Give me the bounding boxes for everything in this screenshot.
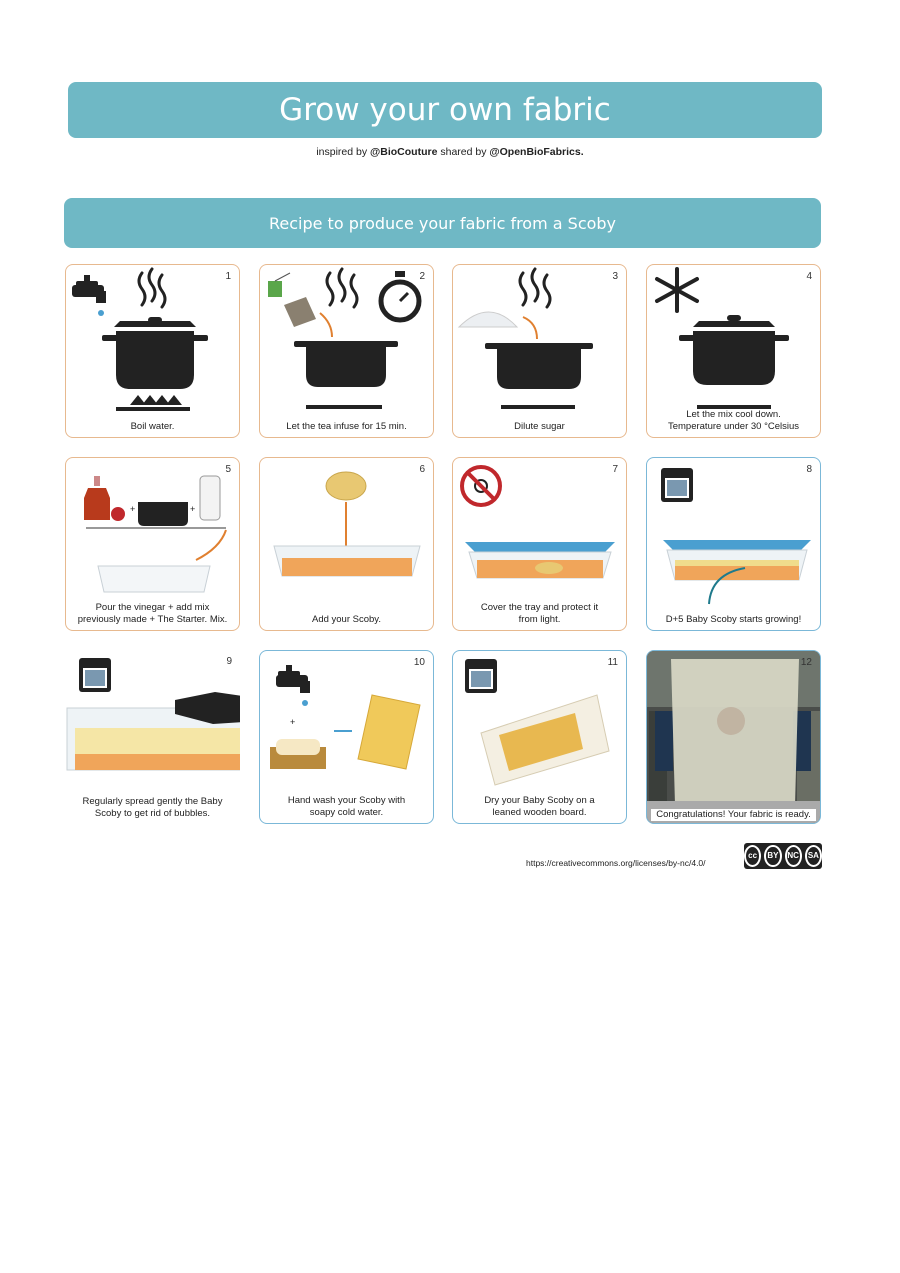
apple-icon [111,507,125,521]
step-caption [70,602,235,626]
step-number: 11 [607,657,618,668]
pot-icon [102,317,208,389]
teabag-icon [268,273,316,327]
caption-line-1: Dry your Baby Scoby on a [484,795,595,806]
caption-line-1: Regularly spread gently the Baby [82,796,223,807]
fabric-photo [647,651,821,824]
step-3-illustration [453,265,627,438]
tray-icon [98,566,210,592]
no-sun-icon [462,467,500,505]
step-number: 6 [419,464,425,475]
caption-line-2: leaned wooden board. [492,807,587,818]
pour-arrow [320,313,332,337]
page-title: Grow your own fabric [279,92,611,128]
step-1-illustration [66,265,240,438]
step-caption [264,795,429,819]
caption-line-2: from light. [518,614,561,625]
step-number: 1 [225,271,231,282]
step-card-12 [646,650,821,824]
faucet-icon [276,665,310,706]
step-caption: Boil water. [130,421,175,432]
step-caption: Congratulations! Your fabric is ready. [651,809,816,821]
cc-icon: cc [744,845,761,867]
step-caption [69,796,236,820]
step-number: 5 [225,464,231,475]
steam-icon [520,269,550,307]
caption-line-2: Temperature under 30 °Celsius [667,421,800,432]
step-card-1 [65,264,240,438]
step-number: 7 [612,464,618,475]
pot-icon [679,315,789,409]
credit-line [0,146,900,158]
step-card-3 [452,264,627,438]
pot-icon [485,343,593,409]
svg-text:+: + [130,504,136,514]
credit-middle: shared by [437,146,490,158]
step-card-4 [646,264,821,438]
caption-line-1: Pour the vinegar + add mix [95,602,210,613]
step-8-illustration [647,458,821,631]
calendar-icon [79,658,111,692]
nc-icon: NC [785,845,802,867]
pot-icon [138,502,188,526]
credit-prefix: inspired by [316,146,371,158]
step-number: 2 [419,271,425,282]
step-card-7 [452,457,627,631]
caption-line-2: previously made + The Starter. Mix. [77,614,228,625]
step-number: 12 [800,657,812,668]
jar-icon [200,476,220,520]
step-caption: Let the tea infuse for 15 min. [286,421,407,432]
credit-openbiofabrics: @OpenBioFabrics. [489,146,584,158]
step-card-6 [259,457,434,631]
step-caption: Add your Scoby. [311,614,381,625]
svg-text:+: + [190,504,196,514]
pot-icon [294,341,398,409]
sa-icon: SA [805,845,822,867]
credit-biocouture: @BioCouture [370,146,438,158]
step-card-2 [259,264,434,438]
cc-license-badge [744,843,822,869]
soap-icon [270,739,326,769]
caption-line-1: Hand wash your Scoby with [287,795,406,806]
step-card-5 [65,457,240,631]
tray-lid [663,540,811,550]
faucet-icon [72,275,106,316]
title-banner [68,82,822,138]
step-number: 9 [226,656,232,667]
tray-lid [465,542,615,552]
snowflake-icon [657,269,697,311]
calendar-icon [661,468,693,502]
caption-line-1: Cover the tray and protect it [480,602,599,613]
steam-icon [139,269,165,307]
scoby-icon [358,695,420,769]
recipe-heading: Recipe to produce your fabric from a Scoby [268,213,617,233]
svg-text:+: + [290,717,296,727]
step-card-10 [259,650,434,824]
scoby-icon [326,472,366,500]
step-2-illustration [260,265,434,438]
caption-line-2: Scoby to get rid of bubbles. [94,808,211,819]
burner-icon [116,395,190,411]
vinegar-icon [84,476,110,520]
stopwatch-icon [381,271,419,320]
step-card-11 [452,650,627,824]
step-caption [457,795,622,819]
liquid [282,558,412,576]
steam-icon [327,269,357,307]
step-6-illustration [260,458,434,631]
step-caption [651,409,816,433]
by-icon: BY [764,845,781,867]
step-card-8 [646,457,821,631]
step-number: 3 [612,271,618,282]
license-url[interactable]: https://creativecommons.org/licenses/by-nc/4.0/ [526,858,706,868]
caption-line-2: soapy cold water. [309,807,384,818]
step-number: 4 [806,271,812,282]
step-number: 8 [806,464,812,475]
recipe-banner [64,198,821,248]
step-card-9 [65,650,240,824]
sugar-icon [459,312,517,327]
step-caption: D+5 Baby Scoby starts growing! [665,614,802,625]
caption-line-1: Let the mix cool down. [686,409,781,420]
calendar-icon [465,659,497,693]
pour-arrow [523,317,537,339]
step-caption [457,602,622,626]
step-number: 10 [413,657,425,668]
step-caption: Dilute sugar [514,421,565,432]
liquid [75,754,240,770]
